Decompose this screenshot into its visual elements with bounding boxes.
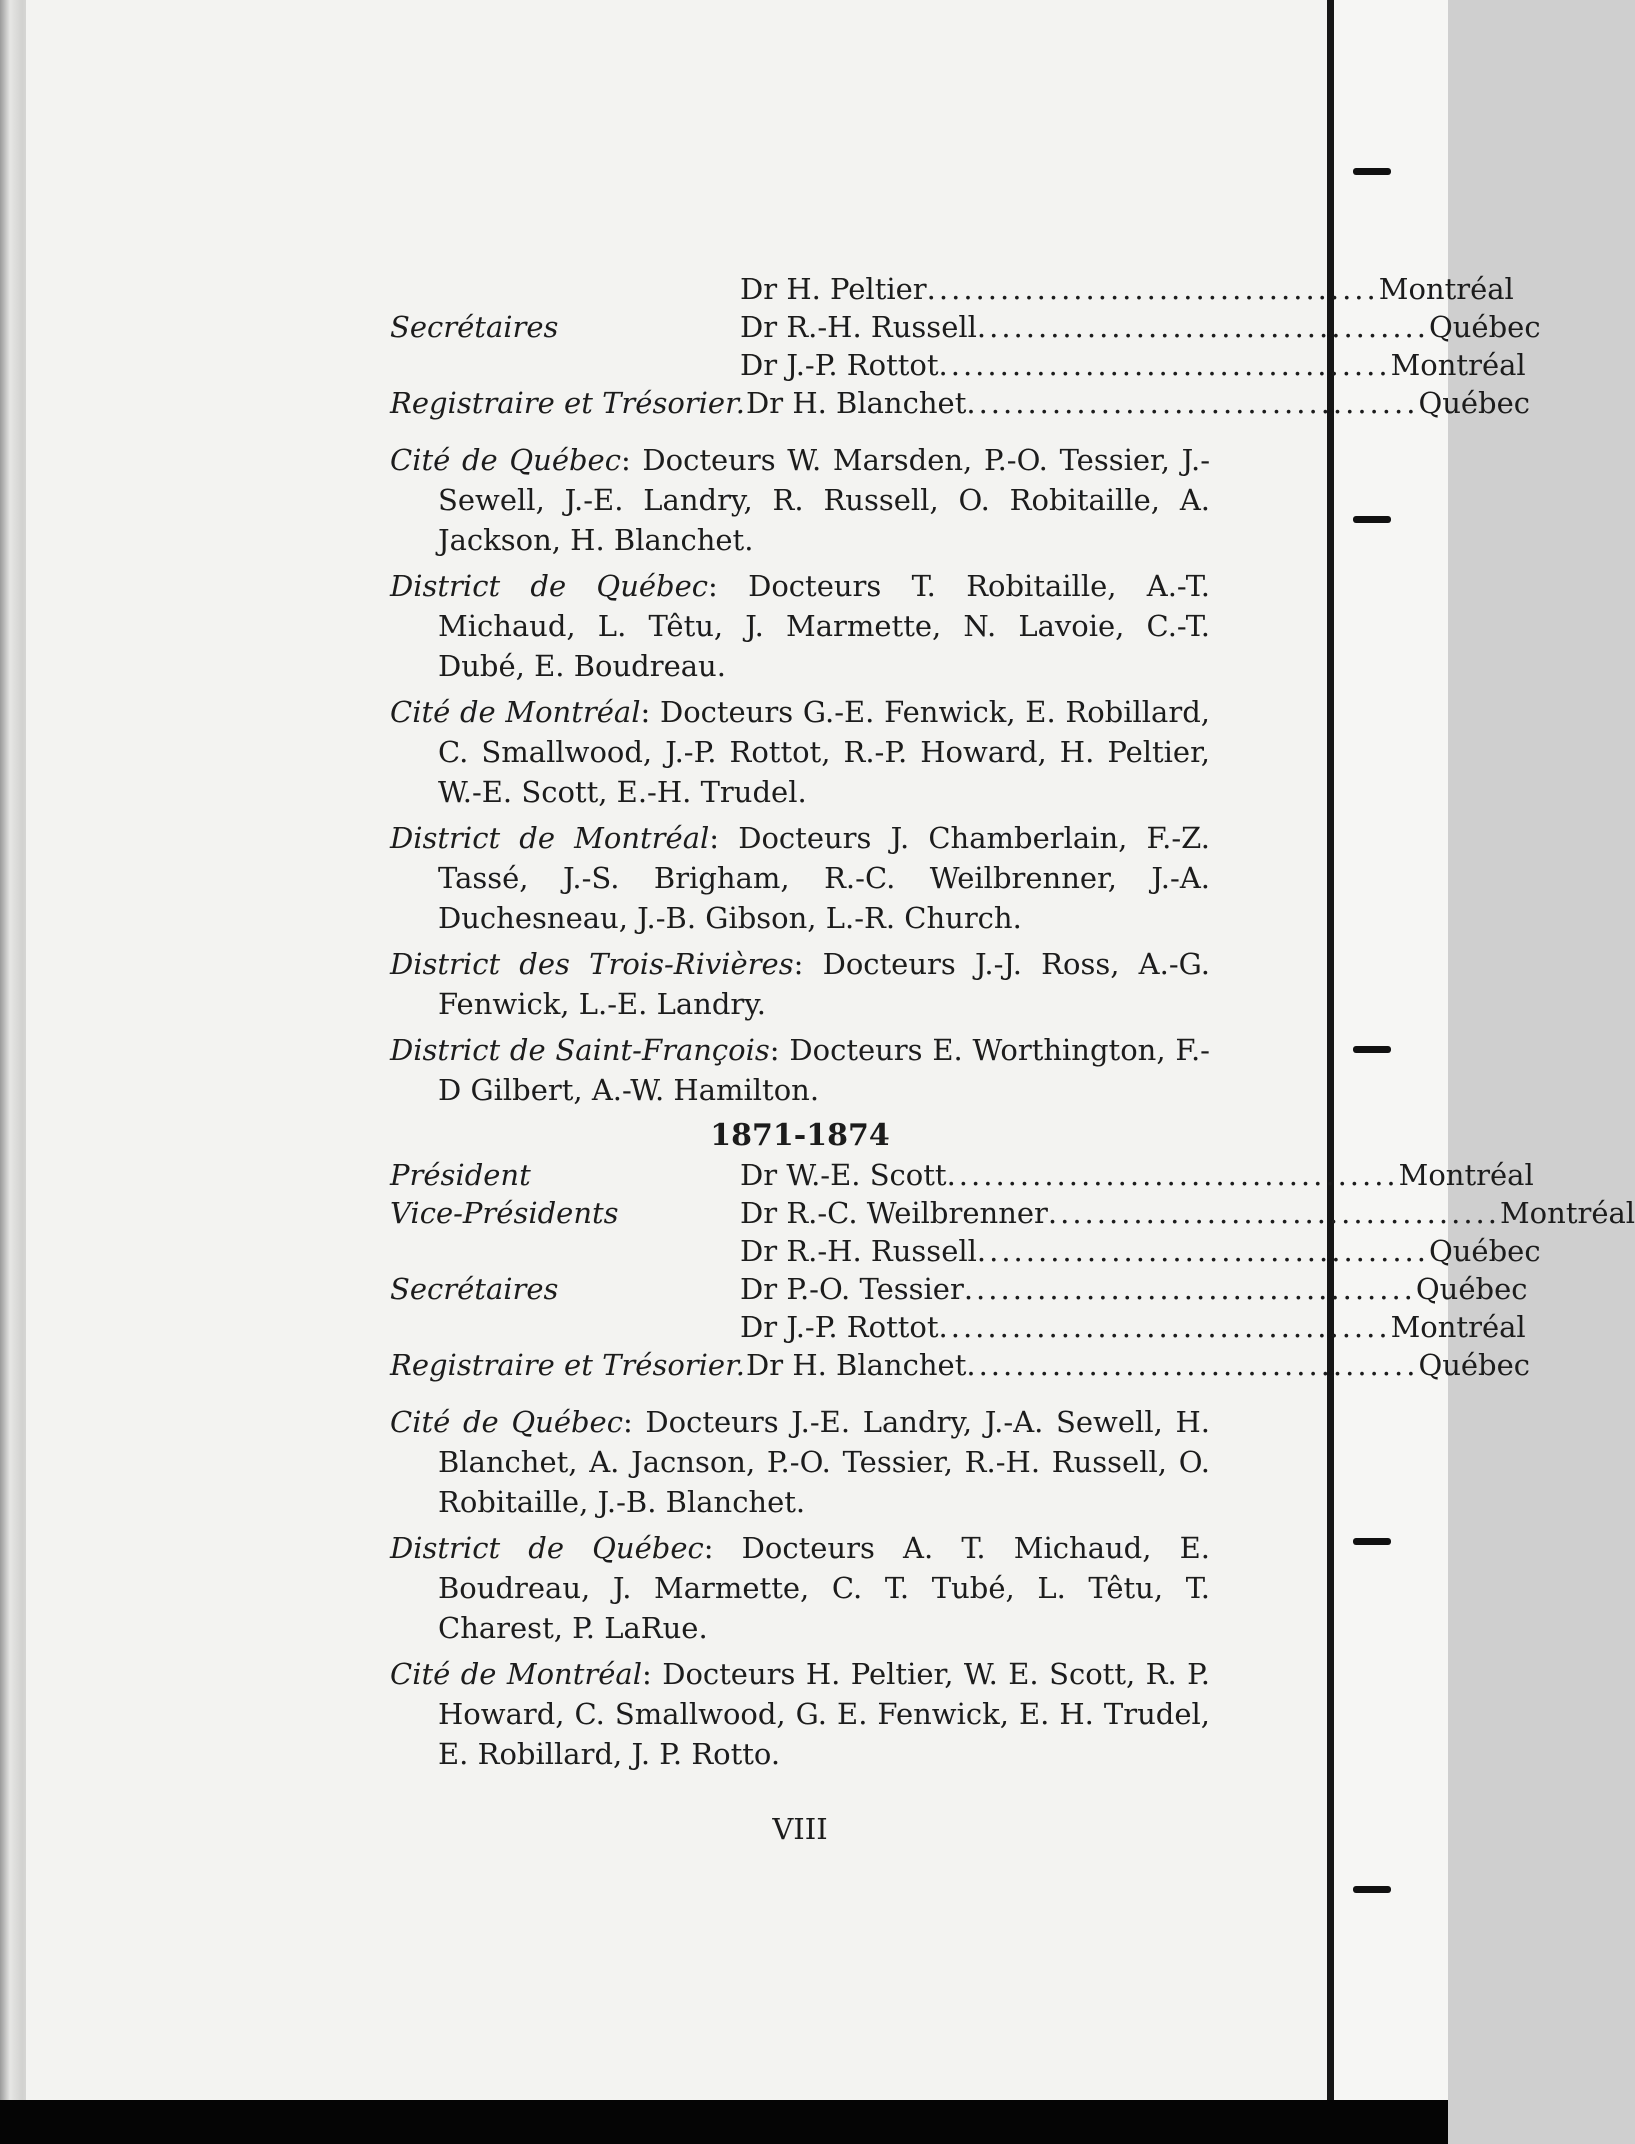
officer-role: Président xyxy=(390,1158,531,1192)
officer-role: Secrétaires xyxy=(390,1272,559,1306)
officer-name: Dr H. Blanchet xyxy=(746,1348,967,1382)
district-list-paragraph xyxy=(390,440,1210,560)
binding-thread xyxy=(1353,1046,1391,1053)
officer-role: Vice-Présidents xyxy=(390,1196,619,1230)
district-name: District de Québec xyxy=(390,569,709,603)
officer-city: Québec xyxy=(1415,1272,1528,1306)
officer-row: Dr H. Peltier ..................................... Montréal xyxy=(740,272,1514,306)
district-list-paragraph xyxy=(390,1402,1210,1522)
binding-thread xyxy=(1353,1538,1391,1545)
officer-row: Secrétaires Dr P.-O. Tessier ..................................... Québec xyxy=(390,1272,1528,1306)
district-list-paragraph xyxy=(390,692,1210,812)
officer-row: Président Dr W.-E. Scott ..................................... Montréal xyxy=(390,1158,1534,1192)
officer-row: Dr J.-P. Rottot ..................................... Montréal xyxy=(740,1310,1526,1344)
district-members: : Docteurs G.-E. Fenwick, E. Robillard, C. Smallwood, J.-P. Rottot, R.-P. Howard, H. Peltier, W.-E. Scott, E.-H. Trudel. xyxy=(438,695,1210,809)
officer-name: Dr R.-H. Russell xyxy=(740,310,977,344)
district-members: : Docteurs A. T. Michaud, E. Boudreau, J. Marmette, C. T. Tubé, L. Têtu, T. Charest, P. LaRue. xyxy=(438,1531,1210,1645)
officer-city: Québec xyxy=(1428,310,1541,344)
district-members: : Docteurs H. Peltier, W. E. Scott, R. P. Howard, C. Smallwood, G. E. Fenwick, E. H. Trudel, E. Robillard, J. P. Rotto. xyxy=(438,1657,1210,1771)
officer-name: Dr R.-H. Russell xyxy=(740,1234,977,1268)
officer-city: Montréal xyxy=(1390,1310,1526,1344)
district-name: District de Québec xyxy=(390,1531,704,1565)
district-members: : Docteurs T. Robitaille, A.-T. Michaud, L. Têtu, J. Marmette, N. Lavoie, C.-T. Dubé, E. Boudreau. xyxy=(438,569,1210,683)
binding-thread xyxy=(1353,168,1391,175)
district-list-paragraph xyxy=(390,818,1210,938)
binding-thread xyxy=(1353,516,1391,523)
officer-city: Montréal xyxy=(1390,348,1526,382)
officer-city: Montréal xyxy=(1499,1196,1635,1230)
district-list-paragraph xyxy=(390,1528,1210,1648)
district-name: District des Trois-Rivières xyxy=(390,947,794,981)
officer-row: Registraire et Trésorier. Dr H. Blanchet ..................................... Québec xyxy=(390,1348,1531,1382)
district-name: District de Montréal xyxy=(390,821,710,855)
officer-row: Dr J.-P. Rottot ..................................... Montréal xyxy=(740,348,1526,382)
officer-role: Registraire et Trésorier. xyxy=(390,386,745,420)
officer-city: Montréal xyxy=(1398,1158,1534,1192)
period-heading: 1871-1874 xyxy=(710,1118,890,1153)
officer-city: Québec xyxy=(1428,1234,1541,1268)
officer-name: Dr R.-C. Weilbrenner xyxy=(740,1196,1048,1230)
officer-row: Secrétaires Dr R.-H. Russell ..................................... Québec xyxy=(390,310,1541,344)
officer-row: Dr R.-H. Russell ..................................... Québec xyxy=(740,1234,1541,1268)
district-name: Cité de Montréal xyxy=(390,1657,642,1691)
officer-row: Registraire et Trésorier. Dr H. Blanchet ..................................... Québec xyxy=(390,386,1531,420)
district-members: : Docteurs J. Chamberlain, F.-Z. Tassé, J.-S. Brigham, R.-C. Weilbrenner, J.-A. Duchesneau, J.-B. Gibson, L.-R. Church. xyxy=(438,821,1210,935)
district-list-paragraph xyxy=(390,1030,1210,1110)
district-members: : Docteurs E. Worthington, F.-D Gilbert, A.-W. Hamilton. xyxy=(438,1033,1210,1107)
officer-role: Registraire et Trésorier. xyxy=(390,1348,745,1382)
district-name: Cité de Québec xyxy=(390,443,621,477)
officer-name: Dr H. Blanchet xyxy=(746,386,967,420)
district-members: : Docteurs J.-E. Landry, J.-A. Sewell, H. Blanchet, A. Jacnson, P.-O. Tessier, R.-H. Russell, O. Robitaille, J.-B. Blanchet. xyxy=(438,1405,1210,1519)
officer-role: Secrétaires xyxy=(390,310,559,344)
district-name: Cité de Montréal xyxy=(390,695,641,729)
district-members: : Docteurs W. Marsden, P.-O. Tessier, J.-Sewell, J.-E. Landry, R. Russell, O. Robitaille, A. Jackson, H. Blanchet. xyxy=(438,443,1210,557)
district-name: District de Saint-François xyxy=(390,1033,770,1067)
officer-name: Dr H. Peltier xyxy=(740,272,927,306)
district-list-paragraph xyxy=(390,1654,1210,1774)
officer-name: Dr W.-E. Scott xyxy=(740,1158,947,1192)
district-list-paragraph xyxy=(390,944,1210,1024)
officer-city: Québec xyxy=(1418,1348,1531,1382)
district-name: Cité de Québec xyxy=(390,1405,623,1439)
officer-name: Dr J.-P. Rottot xyxy=(740,348,939,382)
page-number: VIII xyxy=(772,1812,828,1846)
binding-thread xyxy=(1353,1886,1391,1893)
district-list-paragraph xyxy=(390,566,1210,686)
officer-row: Vice-Présidents Dr R.-C. Weilbrenner ..................................... Montréal xyxy=(390,1196,1635,1230)
officer-name: Dr J.-P. Rottot xyxy=(740,1310,939,1344)
district-members: : Docteurs J.-J. Ross, A.-G. Fenwick, L.-E. Landry. xyxy=(438,947,1210,1021)
officer-name: Dr P.-O. Tessier xyxy=(740,1272,964,1306)
scan-bottom-border xyxy=(0,2100,1448,2144)
officer-city: Québec xyxy=(1418,386,1531,420)
officer-city: Montréal xyxy=(1378,272,1514,306)
